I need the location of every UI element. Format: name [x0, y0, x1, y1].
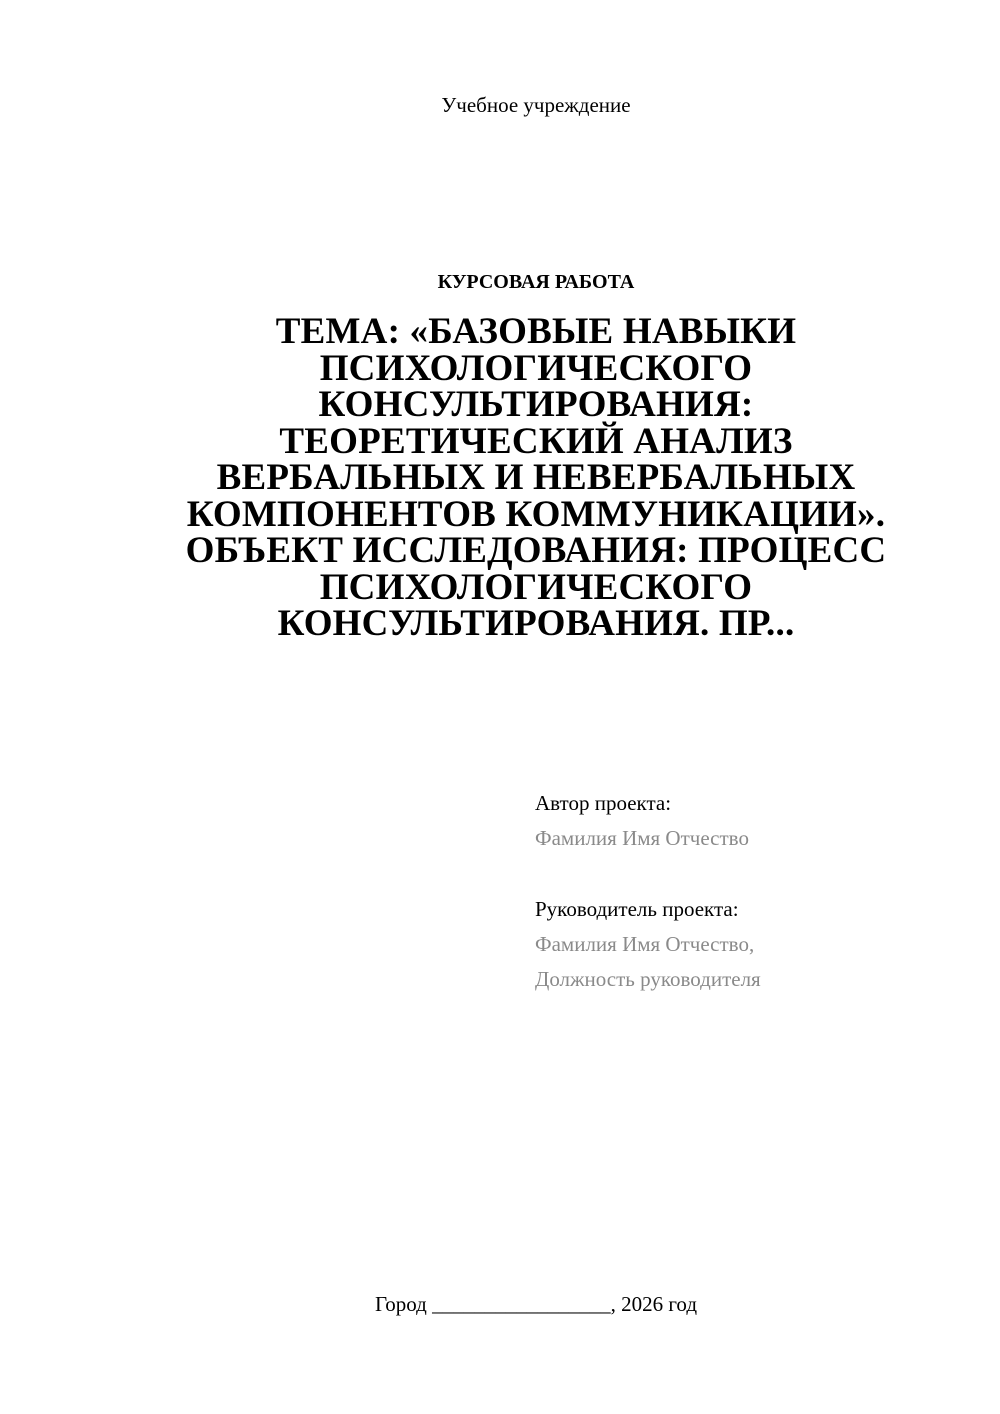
- title-line: ОБЪЕКТ ИССЛЕДОВАНИЯ: ПРОЦЕСС: [185, 530, 887, 571]
- title-line: ПСИХОЛОГИЧЕСКОГО: [319, 566, 753, 608]
- institution-name: Учебное учреждение: [441, 93, 631, 117]
- author-block: [535, 786, 749, 856]
- title-line: ВЕРБАЛЬНЫХ И НЕВЕРБАЛЬНЫХ: [216, 457, 856, 498]
- work-type-heading: КУРСОВАЯ РАБОТА: [437, 271, 635, 293]
- supervisor-name: Фамилия Имя Отчество,: [535, 932, 755, 956]
- title-block: [150, 311, 922, 644]
- author-name: Фамилия Имя Отчество: [535, 826, 749, 850]
- supervisor-position: Должность руководителя: [535, 967, 761, 991]
- author-label: Автор проекта:: [535, 791, 672, 815]
- title-line: ТЕОРЕТИЧЕСКИЙ АНАЛИЗ: [279, 420, 793, 462]
- supervisor-label: Руководитель проекта:: [535, 897, 739, 921]
- title-line: ПСИХОЛОГИЧЕСКОГО: [319, 347, 753, 389]
- title-line: КОМПОНЕНТОВ КОММУНИКАЦИИ».: [186, 493, 886, 535]
- title-line: КОНСУЛЬТИРОВАНИЯ. ПР...: [277, 603, 795, 644]
- title-line: ТЕМА: «БАЗОВЫЕ НАВЫКИ: [275, 311, 797, 352]
- city-year-footer: Город _________________, 2026 год: [374, 1292, 698, 1316]
- title-line: КОНСУЛЬТИРОВАНИЯ:: [318, 384, 754, 425]
- supervisor-block: [535, 892, 761, 997]
